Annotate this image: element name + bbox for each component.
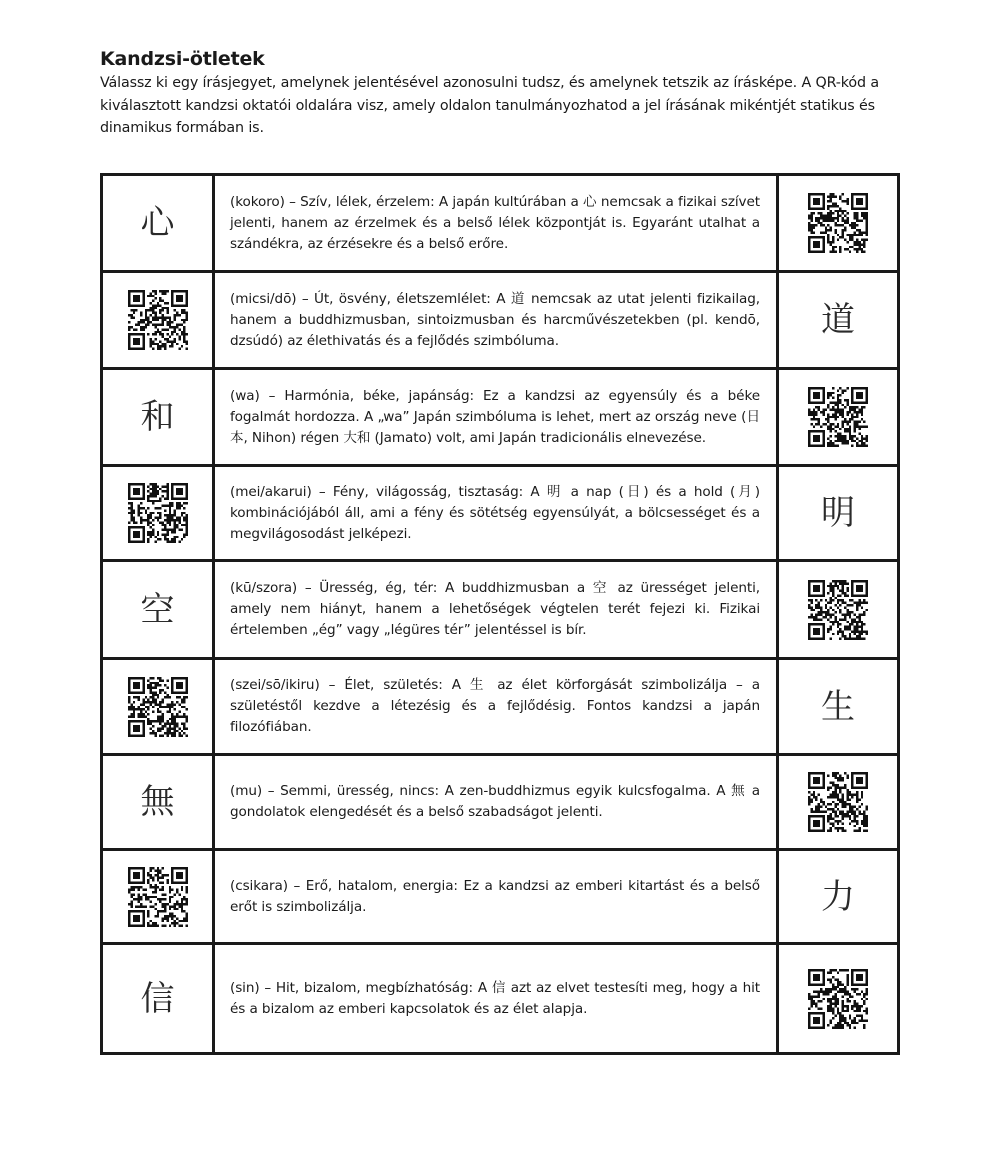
table-row [100, 176, 900, 273]
kanji-description: (micsi/dō) – Út, ösvény, életszemlélet: A 道 nemcsak az utat jelenti fizikailag, hanem a buddhizmusban, sintoizmusban és harcművészetekben (pl. kendō, dzsúdó) az élethivatás és a fejlődés szimbóluma. [230, 290, 760, 349]
kanji-description: (sin) – Hit, bizalom, megbízhatóság: A 信 azt az elvet testesíti meg, hogy a hit és a bizalom az emberi kapcsolatok és az élet alapja. [230, 979, 760, 1017]
kanji-cell [100, 756, 212, 848]
description-cell [212, 176, 776, 270]
kanji-cell [100, 945, 212, 1052]
kanji-description: (mu) – Semmi, üresség, nincs: A zen-buddhizmus egyik kulcsfogalma. A 無 a gondolatok elengedését és a belső szabadságot jelenti. [230, 783, 760, 820]
kanji-character: 空 [140, 589, 175, 630]
kanji-description: (kū/szora) – Üresség, ég, tér: A buddhizmusban a 空 az ürességet jelenti, amely nem hiányt, hanem a lehetőségek végtelen terét fejezi ki. Fizikai értelemben „ég” vagy „légüres tér” jelentéssel is bír. [230, 580, 760, 638]
table-row [100, 370, 900, 467]
qr-code-cell[interactable] [776, 176, 900, 270]
table-row [100, 851, 900, 945]
kanji-character: 力 [821, 876, 855, 917]
intro-paragraph: Válassz ki egy írásjegyet, amelynek jelentésével azonosulni tudsz, és amelynek tetszik az írásképe. A QR-kód a kiválasztott kandzsi oktatói oldalára visz, amely oldalon tanulmányozhatod a jel írásának mikéntjét statikus és dinamikus formában is. [100, 75, 879, 136]
table-row [100, 467, 900, 562]
table-row [100, 660, 900, 756]
qr-code-cell[interactable] [100, 851, 212, 942]
qr-code-cell[interactable] [100, 660, 212, 753]
qr-code-cell[interactable] [776, 945, 900, 1052]
qr-code-icon [808, 969, 868, 1029]
table-row [100, 273, 900, 370]
kanji-description: (mei/akarui) – Fény, világosság, tisztaság: A 明 a nap (日) és a hold (月) kombinációjából áll, ami a fény és sötétség egyensúlyát, a bölcsességet és a megvilágosodást jelképezi. [230, 483, 760, 542]
qr-code-icon [128, 483, 188, 543]
kanji-cell [776, 467, 900, 559]
qr-code-cell[interactable] [776, 562, 900, 657]
table-row [100, 562, 900, 660]
kanji-character: 生 [821, 686, 855, 727]
kanji-character: 信 [140, 978, 175, 1019]
kanji-character: 道 [821, 300, 855, 340]
kanji-description: (szei/sō/ikiru) – Élet, születés: A 生 az élet körforgását szimbolizálja – a születéstől kezdve a létezésig és a fejlődésig. Fontos kandzsi a japán filozófiában. [230, 677, 760, 735]
qr-code-icon [808, 772, 868, 832]
description-cell [212, 756, 776, 848]
kanji-cell [776, 660, 900, 753]
kanji-character: 心 [140, 203, 175, 243]
qr-code-icon [808, 387, 868, 447]
table-row [100, 756, 900, 851]
description-cell [212, 273, 776, 367]
description-cell [212, 370, 776, 464]
page-title: Kandzsi-ötletek [100, 48, 265, 70]
qr-code-cell[interactable] [100, 273, 212, 367]
kanji-cell [100, 562, 212, 657]
qr-code-cell[interactable] [776, 370, 900, 464]
description-cell [212, 660, 776, 753]
qr-code-icon [128, 290, 188, 350]
qr-code-icon [128, 867, 188, 927]
kanji-description: (wa) – Harmónia, béke, japánság: Ez a kandzsi az egyensúly és a béke fogalmát hordozza. A „wa” Japán szimbóluma is lehet, mert az ország neve (日本, Nihon) régen 大和 (Jamato) volt, ami Japán tradicionális elnevezése. [230, 387, 760, 446]
table-row [100, 945, 900, 1055]
kanji-character: 無 [140, 782, 175, 822]
qr-code-icon [808, 193, 868, 253]
kanji-cell [100, 176, 212, 270]
description-cell [212, 562, 776, 657]
qr-code-icon [808, 580, 868, 640]
description-cell [212, 467, 776, 559]
kanji-table [100, 173, 900, 1173]
kanji-description: (kokoro) – Szív, lélek, érzelem: A japán kultúrában a 心 nemcsak a fizikai szívet jelenti, hanem az érzelmek és a belső lélek központját is. Egyaránt utalhat a szándékra, az érzésekre és a belső erőre. [230, 193, 760, 252]
kanji-character: 和 [140, 397, 175, 437]
description-cell [212, 851, 776, 942]
qr-code-cell[interactable] [776, 756, 900, 848]
kanji-cell [776, 851, 900, 942]
qr-code-icon [128, 677, 188, 737]
kanji-cell [100, 370, 212, 464]
kanji-character: 明 [821, 493, 855, 533]
description-cell [212, 945, 776, 1052]
qr-code-cell[interactable] [100, 467, 212, 559]
kanji-cell [776, 273, 900, 367]
kanji-description: (csikara) – Erő, hatalom, energia: Ez a kandzsi az emberi kitartást és a belső erőt is szimbolizálja. [230, 877, 760, 915]
